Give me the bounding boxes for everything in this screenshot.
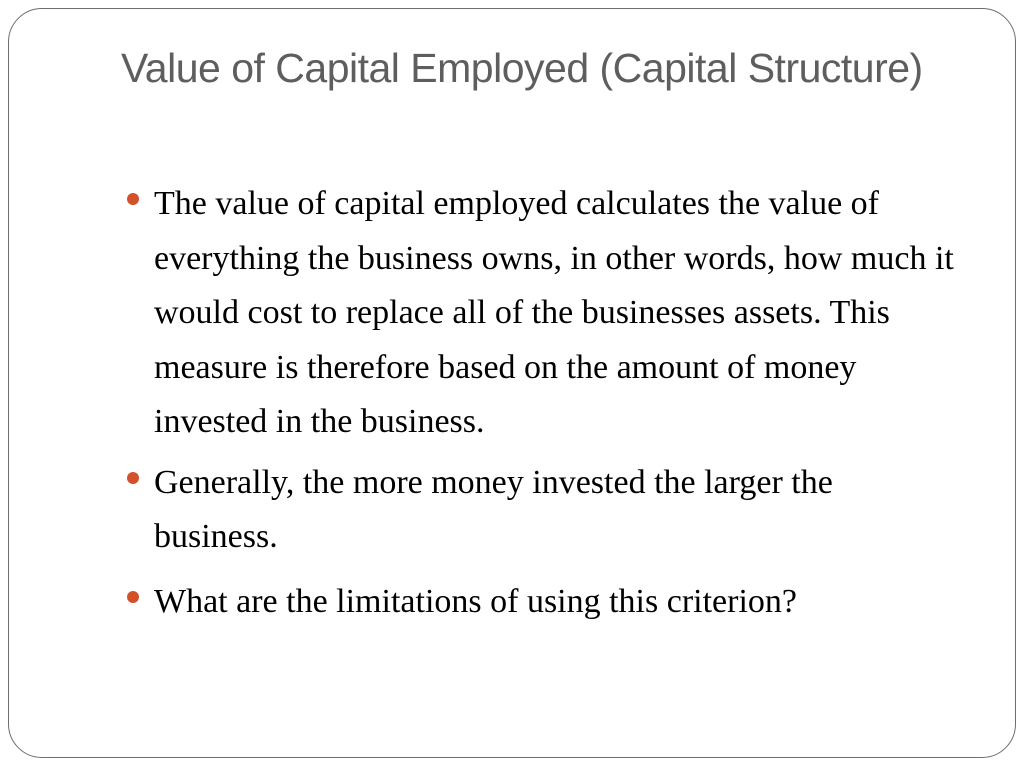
bullet-dot-icon — [127, 472, 139, 484]
bullet-list — [127, 177, 987, 629]
bullet-item — [127, 575, 974, 630]
bullet-item — [127, 177, 974, 450]
bullet-text: The value of capital employed calculates the value of everything the business owns, in other words, how much it would cost to replace all of the businesses assets. This measure is therefore based on the amount of money invested in the business. — [154, 185, 954, 440]
bullet-item — [127, 456, 934, 565]
bullet-dot-icon — [127, 193, 139, 205]
bullet-text: What are the limitations of using this criterion? — [154, 582, 797, 620]
slide — [8, 8, 1016, 758]
bullet-dot-icon — [127, 591, 139, 603]
bullet-text: Generally, the more money invested the larger the business. — [154, 463, 833, 555]
slide-title: Value of Capital Employed (Capital Structure) — [121, 45, 923, 91]
